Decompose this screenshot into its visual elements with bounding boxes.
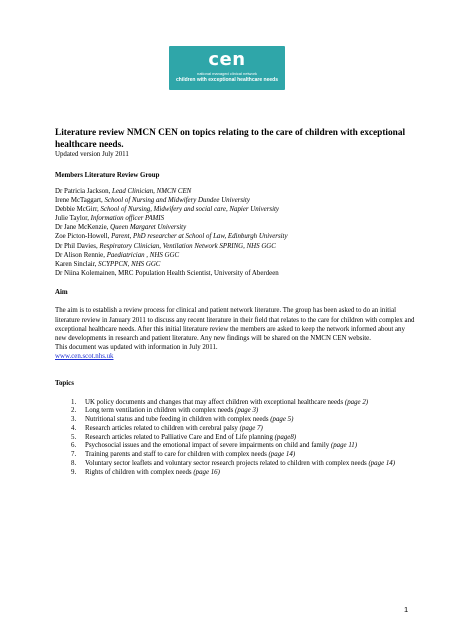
member-item: Dr Jane McKenzie, Queen Margaret University [55,224,187,232]
topic-item: 8. Voluntary sector leaflets and voluntary sector research projects related to children with complex needs (page 14) [71,460,396,468]
topic-item: 9. Rights of children with complex needs (page 16) [71,468,220,476]
updated-note: Updated version July 2011 [55,151,129,158]
topic-item: 5. Research articles related to Palliative Care and End of Life planning (page8) [71,433,297,441]
aim-text: The aim is to establish a review process for clinical and patient network literature. The group has been asked to do an initial literature review in January 2011 to discuss any recent literature in their field that relates to the care for children with complex and exceptional healthcare needs. After this initial literature review the members are asked to keep the network informed about any new developments in research and patient literature. Any new findings will be shared on the NMCN CEN website. [55,307,415,342]
aim-heading: Aim [55,288,68,296]
member-item: Dr Niina Kolemainen, MRC Population Health Scientist, University of Aberdeen [55,269,279,277]
member-list [55,187,415,278]
aim-paragraph [55,306,415,361]
member-item: Irene McTaggart, School of Nursing and Midwifery Dundee University [55,197,250,205]
topic-item: 6. Psychosocial issues and the emotional impact of severe impairments on child and family (page 11) [71,442,357,450]
topic-item: 4. Research articles related to children with cerebral palsy (page 7) [71,424,263,432]
members-heading: Members Literature Review Group [55,171,160,179]
logo-subtitle-network: national managed clinical network [196,71,258,76]
page-number: 1 [404,605,409,614]
member-item: Dr Patricia Jackson, Lead Clinician, NMCN CEN [55,188,192,195]
member-item: Julie Taylor, Information officer PAMIS [55,215,165,223]
logo-word: cen [208,49,246,70]
member-item: Dr Phil Davies, Respiratory Clinician, Ventilation Network SPRING, NHS GGC [55,242,276,250]
logo-subtitle-children: children with exceptional healthcare needs [176,77,278,83]
aim-update-note: This document was updated with information in July 2011. [55,343,218,351]
topic-item: 7. Training parents and staff to care for children with complex needs (page 14) [71,451,296,459]
member-item: Dr Alison Rennie, Paediatrician , NHS GGC [55,251,180,259]
topic-list [55,399,415,478]
member-item: Debbie McGirr, School of Nursing, Midwifery and social care, Napier University [55,206,279,214]
topic-item: 2. Long term ventilation in children with complex needs (page 3) [71,407,259,415]
website-link[interactable]: www.cen.scot.nhs.uk [55,352,114,360]
cen-logo [169,46,285,90]
topic-item: 1. UK policy documents and changes that may affect children with exceptional healthcare needs (page 2) [71,398,369,406]
topics-heading: Topics [55,380,74,387]
member-item: Zoe Picton-Howell, Parent, PhD researcher at School of Law, Edinburgh University [55,233,288,241]
document-title: Literature review NMCN CEN on topics relating to the care of children with exceptional healthcare needs. [55,128,406,150]
topic-item: 3. Nutritional status and tube feeding in children with complex needs (page 5) [71,416,294,424]
member-item: Karen Sinclair, SCYPPCN, NHS GGC [55,260,161,268]
document-body [55,128,415,478]
